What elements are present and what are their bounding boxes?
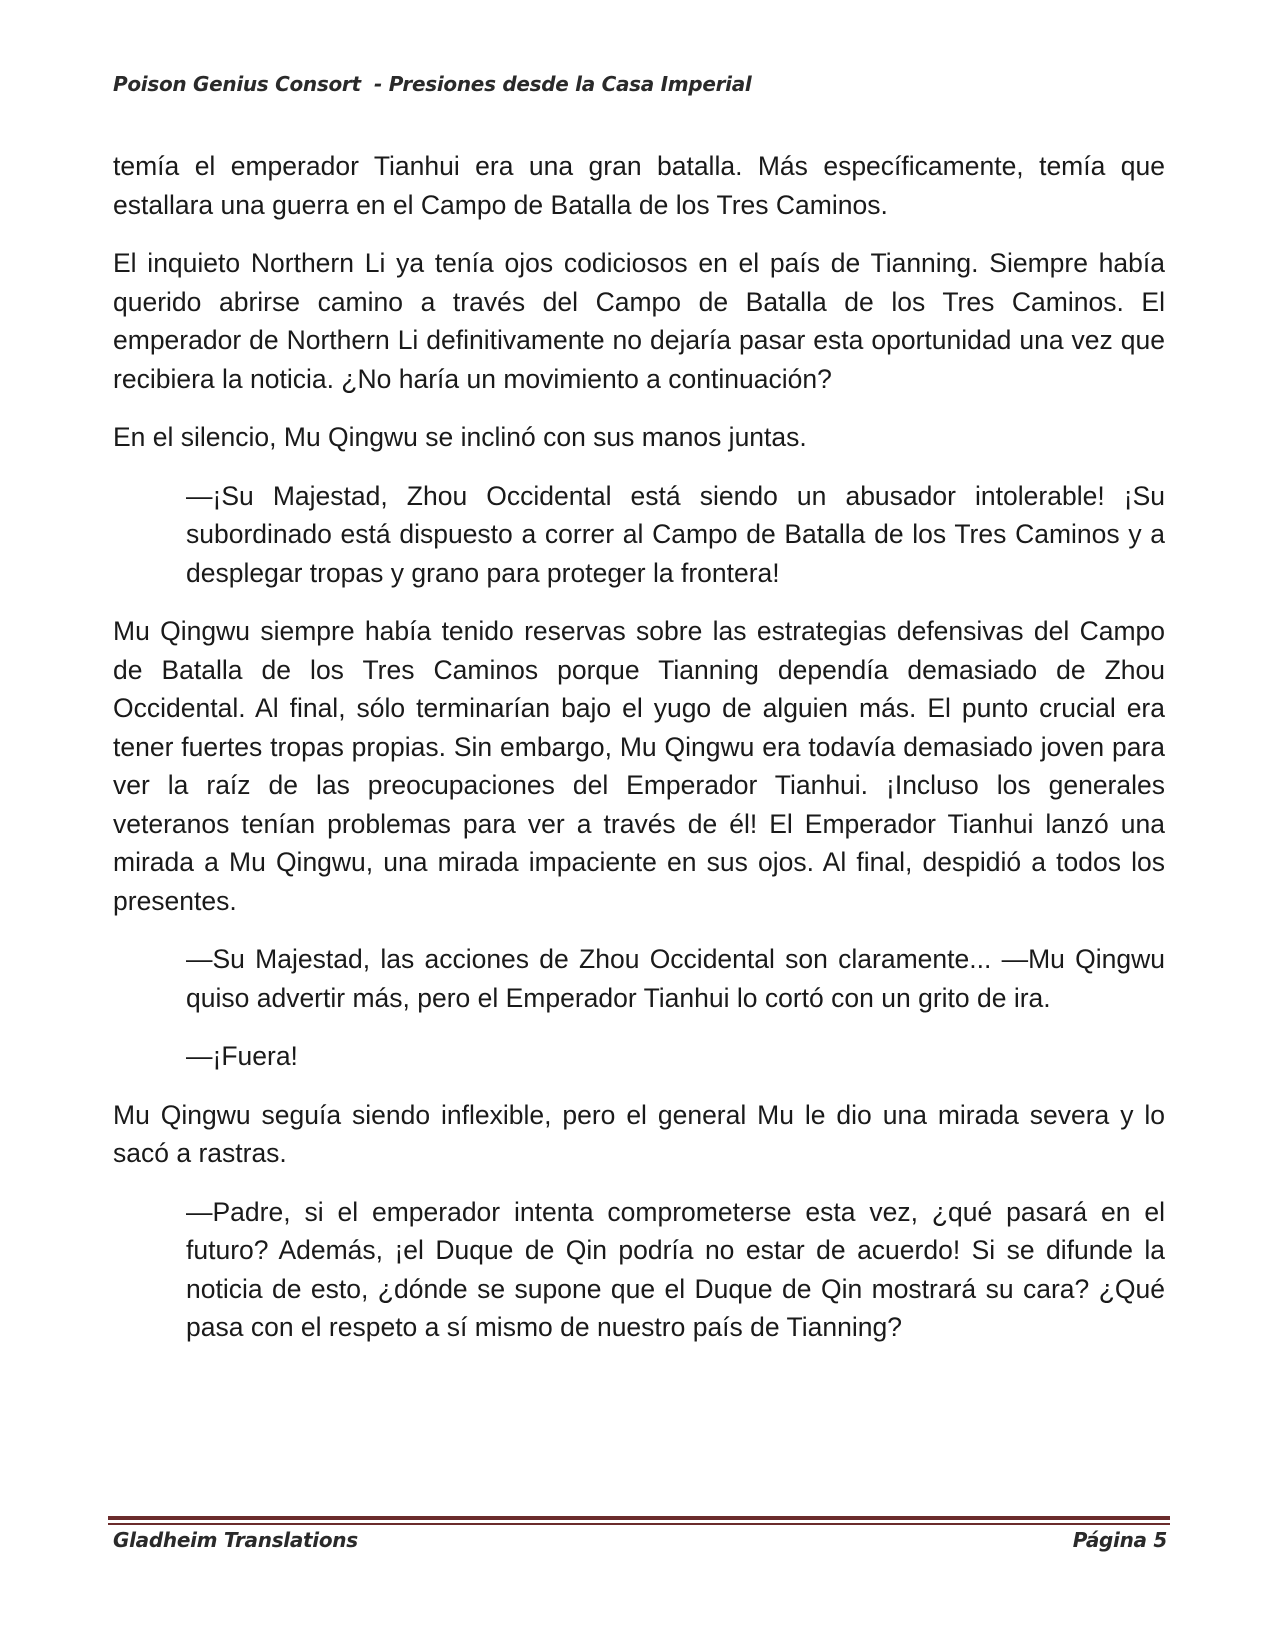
- paragraph: El inquieto Northern Li ya tenía ojos codiciosos en el país de Tianning. Siempre había querido abrirse camino a través del Campo de Batalla de los Tres Caminos. El emperador de Northern Li definitivamente no dejaría pasar esta oportunidad una vez que recibiera la noticia. ¿No haría un movimiento a continuación?: [113, 248, 1165, 394]
- footer-page-number: Página 5: [1072, 1528, 1167, 1552]
- footer-publisher: Gladheim Translations: [113, 1528, 358, 1552]
- page-header-title: Poison Genius Consort - Presiones desde la Casa Imperial: [113, 72, 752, 96]
- paragraph: En el silencio, Mu Qingwu se inclinó con sus manos juntas.: [113, 422, 807, 452]
- paragraph: temía el emperador Tianhui era una gran batalla. Más específicamente, temía que estallara una guerra en el Campo de Batalla de los Tres Caminos.: [113, 151, 1165, 220]
- dialogue-paragraph: —Su Majestad, las acciones de Zhou Occidental son claramente... —Mu Qingwu quiso advertir más, pero el Emperador Tianhui lo cortó con un grito de ira.: [186, 944, 1165, 1013]
- footer-divider-thick-line: [108, 1516, 1170, 1520]
- footer-divider-thin-line: [108, 1523, 1170, 1525]
- dialogue-paragraph: —¡Fuera!: [186, 1041, 298, 1071]
- document-body: [113, 147, 1165, 1367]
- dialogue-paragraph: —Padre, si el emperador intenta comprometerse esta vez, ¿qué pasará en el futuro? Además, ¡el Duque de Qin podría no estar de acuerdo! Si se difunde la noticia de esto, ¿dónde se supone que el Duque de Qin mostrará su cara? ¿Qué pasa con el respeto a sí mismo de nuestro país de Tianning?: [186, 1196, 1165, 1342]
- footer-divider: [108, 1516, 1170, 1527]
- paragraph: Mu Qingwu seguía siendo inflexible, pero el general Mu le dio una mirada severa y lo sacó a rastras.: [113, 1099, 1165, 1168]
- dialogue-paragraph: —¡Su Majestad, Zhou Occidental está siendo un abusador intolerable! ¡Su subordinado está dispuesto a correr al Campo de Batalla de los Tres Caminos y a desplegar tropas y grano para proteger la frontera!: [186, 480, 1165, 588]
- paragraph: Mu Qingwu siempre había tenido reservas sobre las estrategias defensivas del Campo de Batalla de los Tres Caminos porque Tianning dependía demasiado de Zhou Occidental. Al final, sólo terminarían bajo el yugo de alguien más. El punto crucial era tener fuertes tropas propias. Sin embargo, Mu Qingwu era todavía demasiado joven para ver la raíz de las preocupaciones del Emperador Tianhui. ¡Incluso los generales veteranos tenían problemas para ver a través de él! El Emperador Tianhui lanzó una mirada a Mu Qingwu, una mirada impaciente en sus ojos. Al final, despidió a todos los presentes.: [113, 616, 1165, 916]
